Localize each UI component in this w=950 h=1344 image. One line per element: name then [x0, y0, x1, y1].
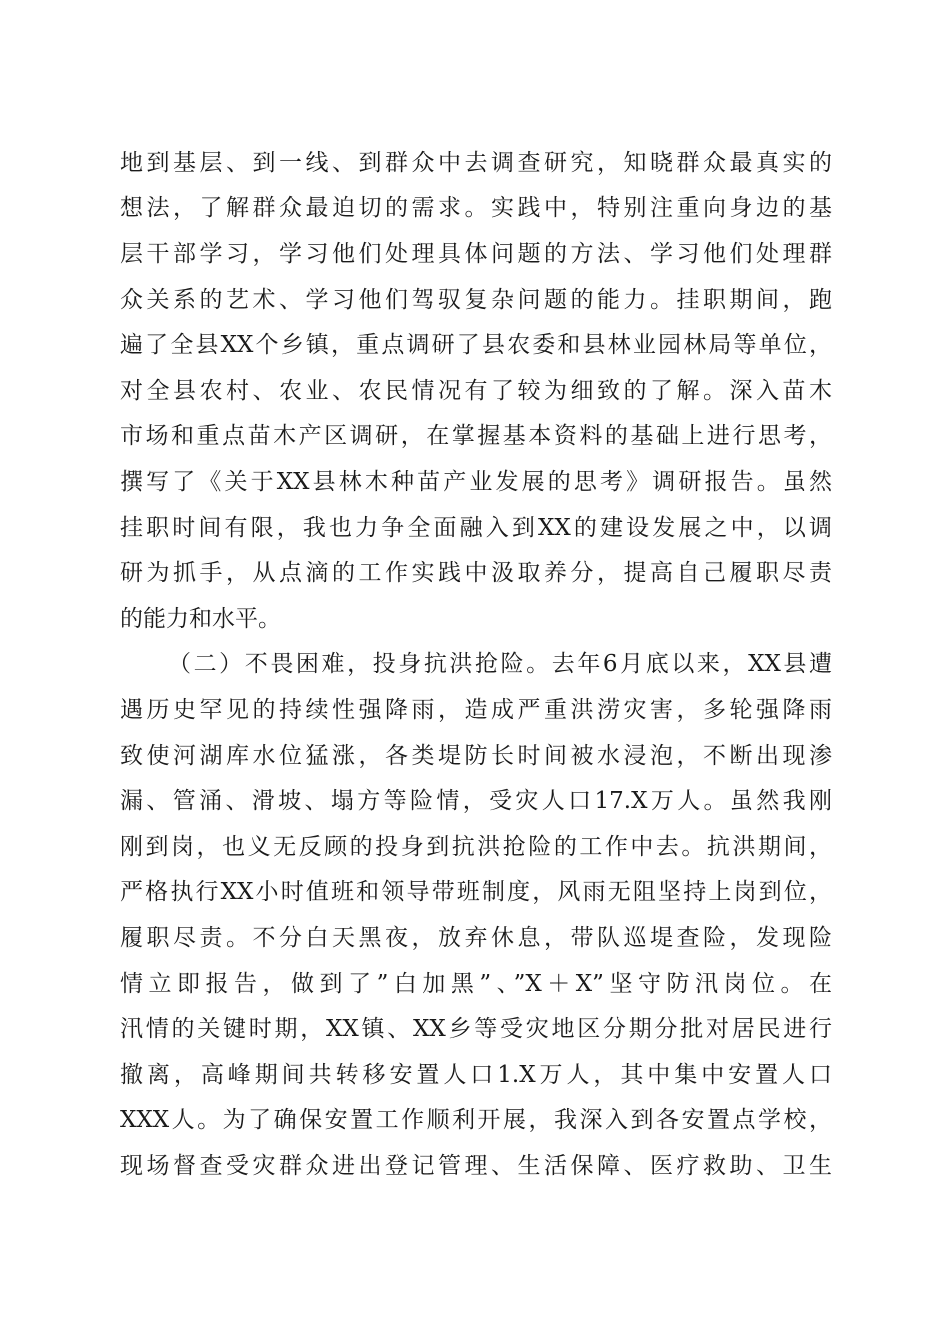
para1-line-11: 的能力和水平。: [120, 606, 281, 632]
para1-line-9: 挂职时间有限，我也力争全面融入到XX的建设发展之中，以调: [120, 515, 832, 541]
para1-line-1: 地到基层、到一线、到群众中去调查研究，知晓群众最真实的: [120, 150, 832, 176]
para2-line-9: 汛情的关键时期，XX镇、XX乡等受灾地区分期分批对居民进行: [120, 1016, 832, 1042]
para2-line-11: XXX人。为了确保安置工作顺利开展，我深入到各安置点学校，: [120, 1107, 832, 1133]
para1-line-5: 遍了全县XX个乡镇，重点调研了县农委和县林业园林局等单位，: [120, 332, 832, 358]
para2-line-5: 刚到岗，也义无反顾的投身到抗洪抢险的工作中去。抗洪期间，: [120, 834, 832, 860]
para1-line-6: 对全县农村、农业、农民情况有了较为细致的了解。深入苗木: [120, 378, 832, 404]
para2-line-4: 漏、管涌、滑坡、塌方等险情，受灾人口17.X万人。虽然我刚: [120, 788, 832, 814]
para2-line-1: （二）不畏困难，投身抗洪抢险。去年6月底以来，XX县遭: [168, 651, 832, 677]
para1-line-4: 众关系的艺术、学习他们驾驭复杂问题的能力。挂职期间，跑: [120, 287, 832, 313]
para2-line-2: 遇历史罕见的持续性强降雨，造成严重洪涝灾害，多轮强降雨: [120, 697, 832, 723]
para2-line-3: 致使河湖库水位猛涨，各类堤防长时间被水浸泡，不断出现渗: [120, 743, 832, 769]
para1-line-2: 想法，了解群众最迫切的需求。实践中，特别注重向身边的基: [120, 195, 832, 221]
para2-line-6: 严格执行XX小时值班和领导带班制度，风雨无阻坚持上岗到位，: [120, 879, 832, 905]
para2-line-12: 现场督查受灾群众进出登记管理、生活保障、医疗救助、卫生: [120, 1153, 832, 1179]
para1-line-10: 研为抓手，从点滴的工作实践中汲取养分，提高自己履职尽责: [120, 560, 832, 586]
para2-line-8: 情立即报告，做到了”白加黑”、”X＋X”坚守防汛岗位。在: [120, 971, 832, 997]
para2-line-10: 撤离，高峰期间共转移安置人口1.X万人，其中集中安置人口: [120, 1062, 832, 1088]
para2-line-7: 履职尽责。不分白天黑夜，放弃休息，带队巡堤查险，发现险: [120, 925, 832, 951]
para1-line-7: 市场和重点苗木产区调研，在掌握基本资料的基础上进行思考，: [120, 423, 832, 449]
para1-line-8: 撰写了《关于XX县林木种苗产业发展的思考》调研报告。虽然: [120, 469, 832, 495]
para1-line-3: 层干部学习，学习他们处理具体问题的方法、学习他们处理群: [120, 241, 832, 267]
